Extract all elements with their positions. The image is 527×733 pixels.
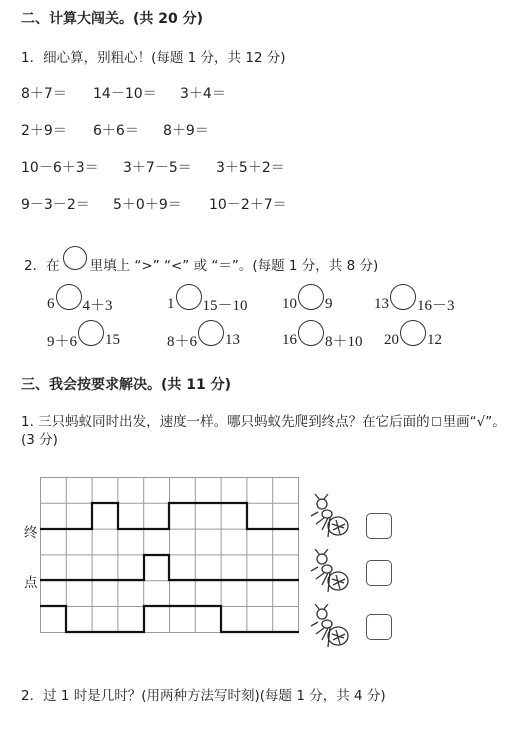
comparison-item [167, 291, 248, 317]
comparison-left: 16 [282, 331, 297, 348]
path-grid [40, 477, 300, 634]
answer-circle[interactable] [198, 320, 224, 346]
ant-icon [308, 494, 352, 540]
equation: 3＋7－5＝ [123, 160, 192, 176]
question-2-title [24, 252, 378, 276]
equation: 14－10＝ [93, 86, 157, 102]
answer-circle[interactable] [298, 320, 324, 346]
answer-circle[interactable] [78, 320, 104, 346]
comparison-item [282, 291, 333, 317]
answer-circle[interactable] [56, 284, 82, 310]
equation: 6＋6＝ [93, 123, 139, 139]
equation: 2＋9＝ [21, 123, 67, 139]
ant-path-1 [40, 503, 299, 529]
question-3-2-title: 2．过 1 时是几时？(用两种方法写时刻)(每题 1 分，共 4 分) [21, 688, 386, 704]
equation: 8＋7＝ [21, 86, 67, 102]
equation: 10－6＋3＝ [21, 160, 99, 176]
comparison-right: 16－3 [417, 297, 455, 314]
equation: 9－3－2＝ [21, 197, 90, 213]
comparison-item [374, 291, 455, 317]
comparison-left: 1 [167, 295, 175, 312]
section-3-title: 三、我会按要求解决。(共 11 分) [21, 377, 232, 393]
question-3-1-text-a: 1. 三只蚂蚁同时出发，速度一样。哪只蚂蚁先爬到终点？在它后面的 [21, 414, 430, 430]
comparison-left: 20 [384, 331, 399, 348]
label-zhong: 终 [24, 525, 38, 540]
label-dian: 点 [24, 575, 38, 590]
answer-circle[interactable] [400, 320, 426, 346]
comparison-item [47, 327, 120, 353]
equation: 3＋4＝ [180, 86, 226, 102]
answer-circle[interactable] [390, 284, 416, 310]
comparison-right: 9 [325, 295, 333, 312]
comparison-left: 13 [374, 295, 389, 312]
comparison-right: 4＋3 [82, 297, 113, 314]
answer-box[interactable] [366, 560, 392, 586]
comparison-left: 9＋6 [47, 333, 78, 350]
comparison-item [47, 291, 113, 317]
ant-icon [308, 549, 352, 595]
answer-circle[interactable] [298, 284, 324, 310]
question-2-prefix: 2．在 [24, 258, 60, 274]
question-3-1-line1 [21, 410, 506, 430]
comparison-left: 6 [47, 295, 55, 312]
equation: 5＋0＋9＝ [113, 197, 182, 213]
ant-icon [308, 604, 352, 650]
blank-circle-icon [63, 246, 87, 270]
comparison-right: 12 [427, 331, 442, 348]
ant-path-2 [40, 555, 299, 580]
question-3-1-line2: (3 分) [21, 432, 58, 448]
equation: 10－2＋7＝ [209, 197, 287, 213]
comparison-item [282, 327, 363, 353]
comparison-right: 15 [105, 331, 121, 348]
section-2-title: 二、计算大闯关。(共 20 分) [21, 11, 204, 27]
small-square-icon [432, 417, 441, 426]
question-1-title: 1．细心算，别粗心！(每题 1 分，共 12 分) [21, 50, 286, 66]
comparison-right: 13 [225, 331, 241, 348]
answer-box[interactable] [366, 614, 392, 640]
answer-circle[interactable] [176, 284, 202, 310]
equation: 3＋5＋2＝ [216, 160, 285, 176]
comparison-left: 10 [282, 295, 297, 312]
comparison-item [384, 327, 442, 353]
question-3-1-text-b: 里画“√”。 [442, 414, 506, 430]
question-2-suffix: 里填上 “>” “<” 或 “＝”。(每题 1 分，共 8 分) [89, 258, 379, 274]
equation: 8＋9＝ [163, 123, 209, 139]
comparison-item [167, 327, 240, 353]
comparison-right: 8＋10 [325, 333, 363, 350]
answer-box[interactable] [366, 513, 392, 539]
comparison-right: 15－10 [202, 297, 248, 314]
comparison-left: 8＋6 [167, 333, 198, 350]
